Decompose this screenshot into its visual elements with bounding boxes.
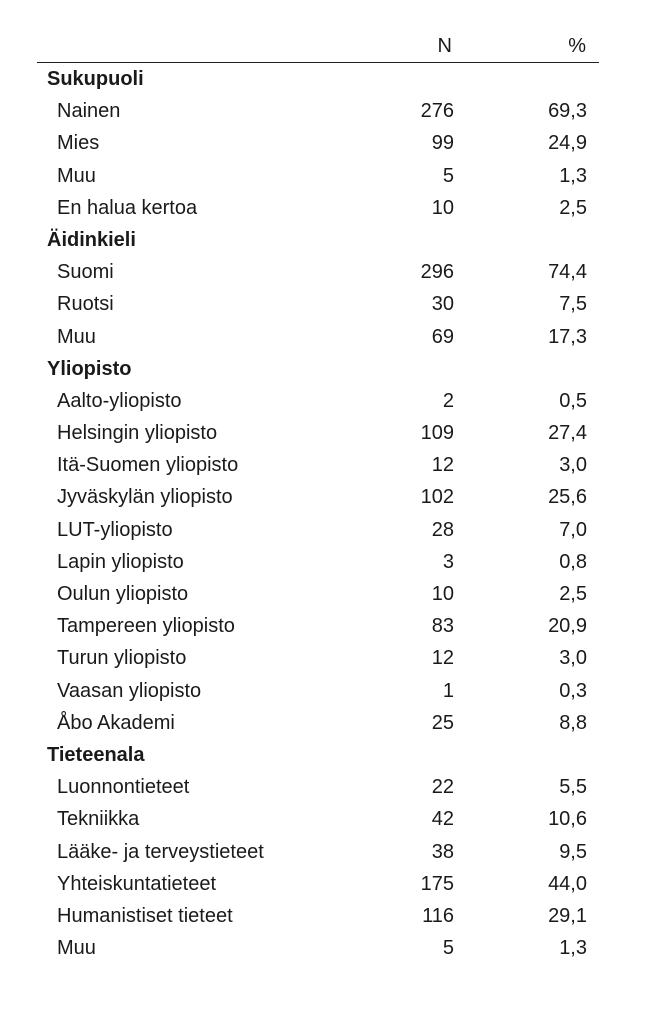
row-label: En halua kertoa <box>57 196 198 219</box>
row-percent: 74,4 <box>548 261 587 284</box>
row-percent: 17,3 <box>548 325 587 348</box>
section-header <box>37 739 599 771</box>
row-percent: 3,0 <box>559 454 587 477</box>
row-label: Turun yliopisto <box>57 647 187 670</box>
row-percent: 1,3 <box>559 164 587 187</box>
row-label: Mies <box>57 132 100 155</box>
table-row <box>37 771 599 803</box>
table-row <box>37 932 599 964</box>
table-row <box>37 900 599 932</box>
row-percent: 27,4 <box>548 422 587 445</box>
section-title: Tieteenala <box>47 743 145 766</box>
row-n: 38 <box>431 840 454 863</box>
section-title: Äidinkieli <box>47 228 136 251</box>
row-label: Jyväskylän yliopisto <box>57 486 233 509</box>
row-n: 10 <box>431 583 454 605</box>
row-n: 25 <box>431 711 454 734</box>
row-n: 3 <box>442 550 454 573</box>
row-label: Oulun yliopisto <box>57 583 189 605</box>
row-percent: 9,5 <box>559 840 587 863</box>
row-label: LUT-yliopisto <box>57 518 173 541</box>
row-label: Yhteiskuntatieteet <box>57 872 216 895</box>
row-n: 10 <box>431 196 454 219</box>
table-row <box>37 642 599 674</box>
row-label: Lapin yliopisto <box>57 550 184 573</box>
row-percent: 0,3 <box>559 679 587 702</box>
row-percent: 5,5 <box>559 776 587 799</box>
row-percent: 29,1 <box>548 904 587 927</box>
row-percent: 25,6 <box>548 486 587 509</box>
row-n: 116 <box>422 904 454 927</box>
row-n: 12 <box>431 647 454 670</box>
row-n: 42 <box>431 808 454 831</box>
table-row <box>37 803 599 835</box>
table-row <box>37 675 599 707</box>
row-n: 109 <box>420 422 454 445</box>
row-label: Aalto-yliopisto <box>57 389 182 412</box>
section-header <box>37 353 599 385</box>
row-n: 102 <box>420 486 454 509</box>
table-row <box>37 385 599 417</box>
table-row <box>37 868 599 900</box>
table-row <box>37 610 599 642</box>
row-n: 1 <box>442 679 454 702</box>
row-label: Ruotsi <box>57 293 114 316</box>
row-percent: 8,8 <box>559 711 587 734</box>
header-n: N <box>437 35 452 57</box>
row-percent: 7,5 <box>559 293 587 316</box>
table-body <box>37 63 599 964</box>
row-percent: 24,9 <box>548 132 587 155</box>
row-n: 5 <box>442 937 454 960</box>
row-n: 296 <box>420 261 454 284</box>
row-n: 5 <box>442 164 454 187</box>
row-label: Itä-Suomen yliopisto <box>57 454 239 477</box>
row-n: 22 <box>431 776 454 799</box>
row-label: Lääke- ja terveystieteet <box>57 840 264 863</box>
row-percent: 7,0 <box>559 518 587 541</box>
table-row <box>37 321 599 353</box>
row-label: Nainen <box>57 100 121 123</box>
row-label: Tekniikka <box>57 808 140 831</box>
row-n: 175 <box>420 872 454 895</box>
row-label: Muu <box>57 937 96 960</box>
table-row <box>37 836 599 868</box>
table-row <box>37 449 599 481</box>
table-row <box>37 160 599 192</box>
row-percent: 0,8 <box>559 550 587 573</box>
row-percent: 10,6 <box>548 808 587 831</box>
demographics-table <box>37 28 599 964</box>
row-n: 30 <box>431 293 454 316</box>
section-title: Yliopisto <box>47 357 132 380</box>
table-row <box>37 514 599 546</box>
table-row <box>37 546 599 578</box>
row-percent: 69,3 <box>548 100 587 123</box>
row-label: Muu <box>57 164 96 187</box>
table-row <box>37 288 599 320</box>
table-row <box>37 578 599 610</box>
table-header <box>37 28 599 63</box>
row-percent: 0,5 <box>559 389 587 412</box>
row-label: Helsingin yliopisto <box>57 422 218 445</box>
row-label: Muu <box>57 325 96 348</box>
row-label: Suomi <box>57 261 114 284</box>
row-label: Luonnontieteet <box>57 776 190 799</box>
section-header <box>37 63 599 95</box>
row-percent: 2,5 <box>559 583 587 605</box>
table-row <box>37 192 599 224</box>
row-n: 12 <box>431 454 454 477</box>
row-percent: 20,9 <box>548 615 587 638</box>
row-label: Vaasan yliopisto <box>57 679 202 702</box>
row-n: 69 <box>431 325 454 348</box>
section-title: Sukupuoli <box>47 68 144 90</box>
table-row <box>37 481 599 513</box>
row-n: 99 <box>431 132 454 155</box>
table-row <box>37 707 599 739</box>
header-percent: % <box>568 35 586 57</box>
row-percent: 1,3 <box>559 937 587 960</box>
row-percent: 44,0 <box>548 872 587 895</box>
table-row <box>37 127 599 159</box>
section-header <box>37 224 599 256</box>
row-n: 2 <box>442 389 454 412</box>
table-row <box>37 417 599 449</box>
row-percent: 2,5 <box>559 196 587 219</box>
row-n: 276 <box>420 100 454 123</box>
row-label: Åbo Akademi <box>57 711 175 734</box>
row-label: Humanistiset tieteet <box>57 904 233 927</box>
table-row <box>37 256 599 288</box>
table-row <box>37 95 599 127</box>
row-n: 28 <box>431 518 454 541</box>
row-label: Tampereen yliopisto <box>57 615 235 638</box>
row-n: 83 <box>431 615 454 638</box>
row-percent: 3,0 <box>559 647 587 670</box>
